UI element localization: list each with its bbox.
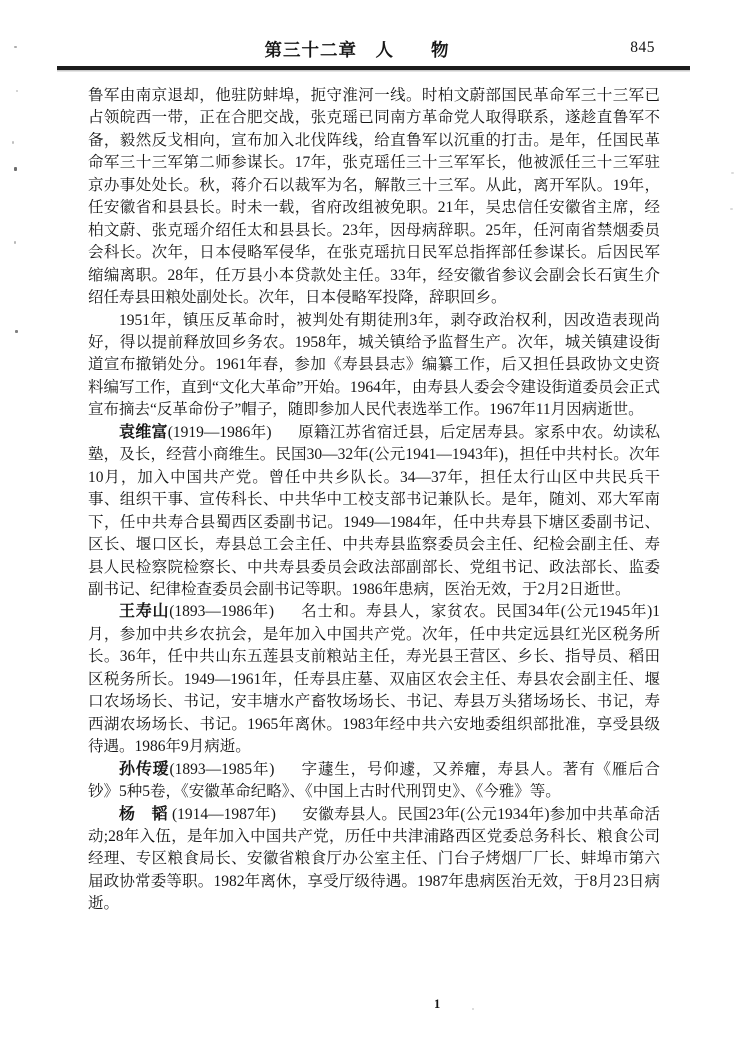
scan-speck <box>14 46 17 48</box>
chapter-heading: 第三十二章 人 物 <box>264 40 450 60</box>
bio-name: 王寿山 <box>119 603 170 621</box>
paragraph <box>88 310 660 422</box>
bio-dates: (1914—1987年) <box>172 805 276 823</box>
page-number: 845 <box>630 39 655 56</box>
scan-speck <box>14 167 17 171</box>
scan-speck <box>730 208 733 210</box>
scan-speck <box>14 241 16 244</box>
body-text <box>88 85 660 916</box>
bio-entry-sun-chuanai <box>88 759 660 804</box>
paragraph-text: 鲁军由南京退却，他驻防蚌埠，扼守淮河一线。时柏文蔚部国民革命军三十三军已占领皖西一带，正在合肥交战，张克瑶已同南方革命党人取得联系，遂趁直鲁军不备，毅然反戈相向，宣布加入北伐阵线，给直鲁军以沉重的打击。是年，任国民革命军三十三军第二师参谋长。17年，张克瑶任三十三军军长，他被派任三十三军驻京办事处处长。秋，蒋介石以裁军为名，解散三十三军。从此，离开军队。19年，任安徽省和县县长。时未一载，省府改组被免职。21年，吴忠信任安徽省主席，经柏文蔚、张克瑶介绍任太和县县长。23年，因母病辞职。25年，任河南省禁烟委员会科长。次年，日本侵略军侵华，在张克瑶抗日民军总指挥部任参谋长。后因民军缩编离职。28年，任万县小本贷款处主任。33年，经安徽省参议会副会长石寅生介绍任寿县田粮处副处长。次年，日本侵略军投降，辞职回乡。 <box>88 87 660 307</box>
bio-name: 孙传瑷 <box>119 760 170 778</box>
scan-speck <box>16 90 18 92</box>
bio-entry-yuan-weifu <box>88 422 660 602</box>
bio-text: 原籍江苏省宿迁县，后定居寿县。家系中农。幼读私塾，及长，经营小商维生。民国30—32年(公元1941—1943年)，担任中共村长。次年10月，加入中国共产党。曾任中共乡队长。34—37年，担任太行山区中共民兵干事、组织干事、宣传科长、中共华中工校支部书记兼队长。是年，随刘、邓大军南下，任中共寿合县蜀西区委副书记。1949—1984年，任中共寿县下塘区委副书记、区长、堰口区长，寿县总工会主任、中共寿县监察委员会主任、纪检会副主任、寿县人民检察院检察长、中共寿县委员会政法部副部长、党组书记、政法部长、监委副书记、纪律检查委员会副书记等职。1986年患病，医治无效，于2月2日逝世。 <box>88 423 660 598</box>
bio-name: 袁维富 <box>119 423 168 441</box>
bio-text: 名士和。寿县人，家贫农。民国34年(公元1945年)1月，参加中共乡农抗会，是年加入中国共产党。次年，任中共定远县红光区税务所长。36年，任中共山东五莲县支前粮站主任，寿光县王营区、乡长、指导员、稻田区税务所长。1949—1961年，任寿县庄墓、双庙区农会主任、寿县农会副主任、堰口农场场长、书记，安丰塘水产畜牧场场长、书记、寿县万头猪场场长、书记，寿西湖农场场长、书记。1965年离休。1983年经中共六安地委组织部批准，享受县级待遇。1986年9月病逝。 <box>88 603 660 756</box>
bio-text: 安徽寿县人。民国23年(公元1934年)参加中共革命活动;28年入伍，是年加入中国共产党，历任中共津浦路西区党委总务科长、粮食公司经理、专区粮食局长、安徽省粮食厅办公室主任、门台子烤烟厂厂长、蚌埠市第六届政协常委等职。1982年离休，享受厅级待遇。1987年患病医治无效，于8月23日病逝。 <box>88 805 660 913</box>
bio-entry-yang-tao <box>88 804 660 916</box>
bio-dates: (1893—1985年) <box>169 760 275 778</box>
bio-dates: (1919—1986年) <box>167 423 272 441</box>
header-rule <box>57 66 690 70</box>
scan-speck <box>12 141 14 144</box>
bio-dates: (1893—1986年) <box>169 603 274 621</box>
scan-speck <box>15 330 18 333</box>
paragraph-text: 1951年，镇压反革命时，被判处有期徒刑3年，剥夺政治权利，因改造表现尚好，得以提前释放回乡务农。1958年，城关镇给予监督生产。次年，城关镇建设街道宣布撤销处分。1961年春，参加《寿县县志》编纂工作，后又担任县政协文史资料编写工作，直到“文化大革命”开始。1964年，由寿县人委会令建设街道委员会正式宣布摘去“反革命份子”帽子，随即参加人民代表选举工作。1967年11月因病逝世。 <box>88 311 660 419</box>
scan-speck <box>472 1008 474 1010</box>
bio-text: 字蘧生，号仰遽，又养癯，寿县人。著有《雁后合钞》5种5卷，《安徽革命纪略》、《中国上古时代刑罚史》、《今雅》等。 <box>88 760 660 801</box>
footer-page-number: 1 <box>434 997 441 1011</box>
scan-speck <box>731 172 734 174</box>
bio-name: 杨 韬 <box>119 805 168 823</box>
paragraph-continuation <box>88 85 660 310</box>
bio-entry-wang-shoushan <box>88 601 660 758</box>
